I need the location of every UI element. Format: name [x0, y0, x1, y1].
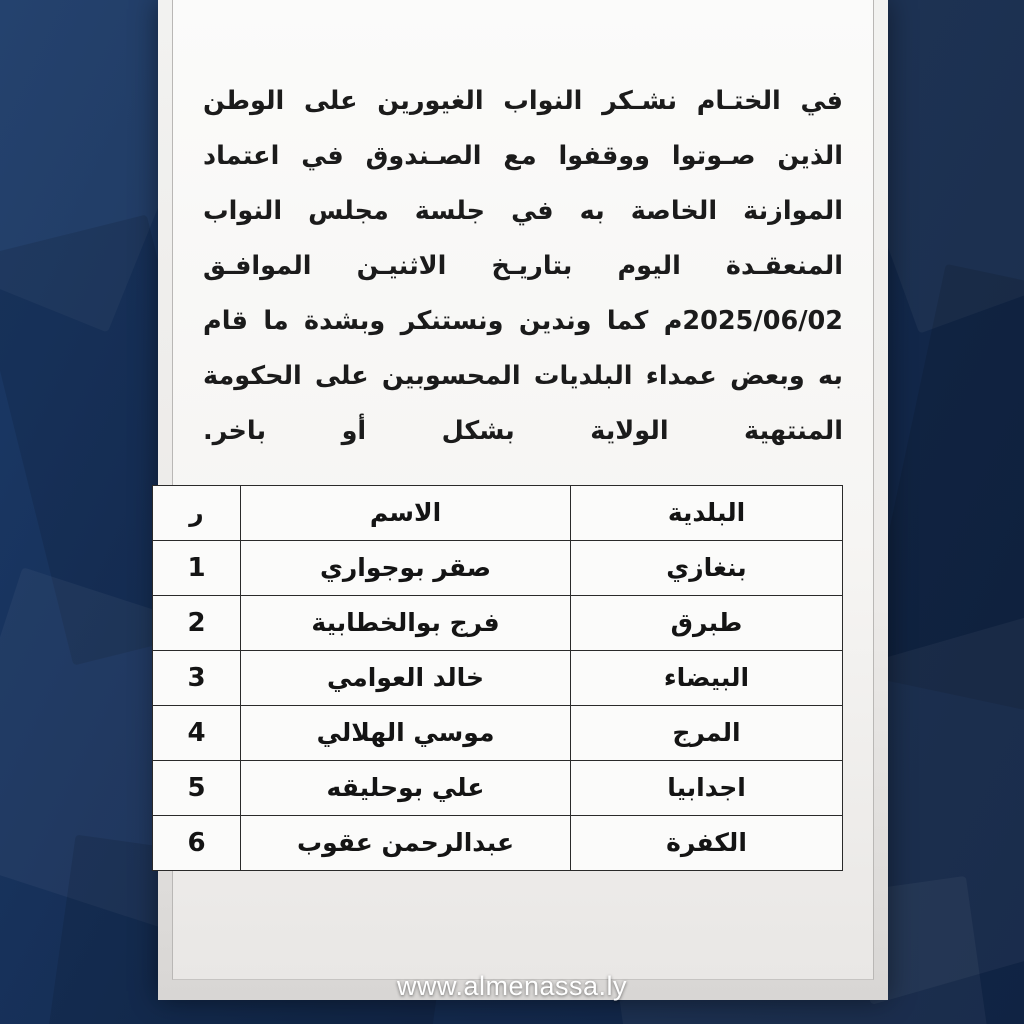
table-row: [153, 595, 843, 650]
cell-index: 3: [153, 650, 241, 705]
column-header-name: الاسم: [241, 485, 571, 540]
table-header-row: [153, 485, 843, 540]
cell-index: 1: [153, 540, 241, 595]
cell-municipality: طبرق: [571, 595, 843, 650]
cell-name: علي بوحليقه: [241, 760, 571, 815]
cell-municipality: الكفرة: [571, 815, 843, 870]
cell-municipality: بنغازي: [571, 540, 843, 595]
table-row: [153, 650, 843, 705]
table-row: [153, 705, 843, 760]
column-header-municipality: البلدية: [571, 485, 843, 540]
cell-municipality: المرج: [571, 705, 843, 760]
cell-name: فرج بوالخطابية: [241, 595, 571, 650]
table-row: [153, 815, 843, 870]
cell-name: موسي الهلالي: [241, 705, 571, 760]
column-header-index: ر: [153, 485, 241, 540]
cell-index: 6: [153, 815, 241, 870]
cell-name: عبدالرحمن عقوب: [241, 815, 571, 870]
document-page: [172, 0, 874, 980]
document-sheet: [158, 0, 888, 1000]
names-table: [152, 485, 843, 871]
cell-name: خالد العوامي: [241, 650, 571, 705]
site-watermark: www.almenassa.ly: [396, 971, 628, 1001]
cell-index: 5: [153, 760, 241, 815]
document-content: [187, 48, 843, 871]
cell-name: صقر بوجواري: [241, 540, 571, 595]
statement-paragraph: في الختـام نشـكر النواب الغيورين على الوطن الذين صـوتوا ووقفوا مع الصـندوق في اعتماد الموازنة الخاصة به في جلسة مجلس النواب المنعقـدة اليوم بتاريـخ الاثنيـن الموافـق 2025/06/02م كما وندين ونستنكر وبشدة ما قام به وبعض عمداء البلديات المحسوبين على الحكومة المنتهية الولاية بشكل أو باخر.: [203, 85, 843, 446]
table-row: [153, 540, 843, 595]
cell-municipality: اجدابيا: [571, 760, 843, 815]
cell-municipality: البيضاء: [571, 650, 843, 705]
table-row: [153, 760, 843, 815]
cell-index: 2: [153, 595, 241, 650]
cell-index: 4: [153, 705, 241, 760]
